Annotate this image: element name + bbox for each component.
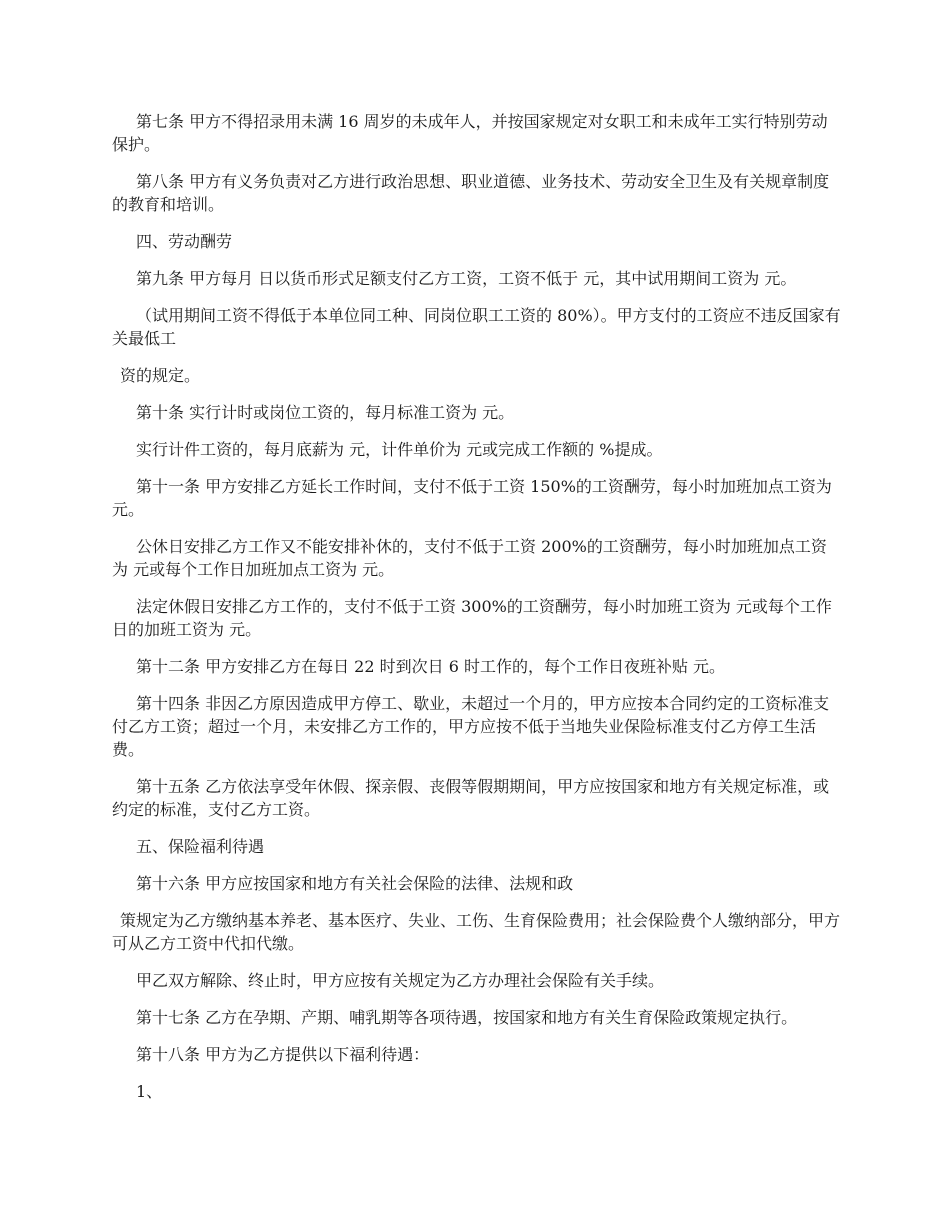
- paragraph-article-11: 第十一条 甲方安排乙方延长工作时间，支付不低于工资 150%的工资酬劳，每小时加班加点工资为 元。: [112, 477, 838, 519]
- paragraph-article-16-continued: 策规定为乙方缴纳基本养老、基本医疗、失业、工伤、生育保险费用；社会保险费个人缴纳部分，甲方可从乙方工资中代扣代缴。: [112, 911, 841, 953]
- paragraph-article-15: 第十五条 乙方依法享受年休假、探亲假、丧假等假期期间，甲方应按国家和地方有关规定标准，或约定的标准，支付乙方工资。: [112, 777, 830, 819]
- paragraph-article-10: 第十条 实行计时或岗位工资的，每月标准工资为 元。: [136, 403, 515, 422]
- paragraph-termination-insurance: 甲乙双方解除、终止时，甲方应按有关规定为乙方办理社会保险有关手续。: [136, 971, 665, 990]
- section-heading-remuneration: 四、劳动酬劳: [136, 232, 233, 251]
- paragraph-article-17: 第十七条 乙方在孕期、产期、哺乳期等各项待遇，按国家和地方有关生育保险政策规定执行。: [136, 1008, 798, 1027]
- paragraph-holiday-overtime: 法定休假日安排乙方工作的，支付不低于工资 300%的工资酬劳，每小时加班工资为 元或每个工作日的加班工资为 元。: [112, 597, 832, 639]
- paragraph-article-18: 第十八条 甲方为乙方提供以下福利待遇：: [136, 1045, 430, 1064]
- section-heading-insurance: 五、保险福利待遇: [136, 837, 265, 856]
- paragraph-article-8: 第八条 甲方有义务负责对乙方进行政治思想、职业道德、业务技术、劳动安全卫生及有关规章制度的教育和培训。: [112, 172, 830, 214]
- document-body: [112, 110, 842, 1117]
- paragraph-article-7: 第七条 甲方不得招录用未满 16 周岁的未成年人，并按国家规定对女职工和未成年工实行特别劳动保护。: [112, 112, 828, 154]
- paragraph-article-16: 第十六条 甲方应按国家和地方有关社会保险的法律、法规和政: [136, 874, 574, 893]
- paragraph-piece-rate: 实行计件工资的，每月底薪为 元，计件单价为 元或完成工作额的 %提成。: [136, 440, 663, 459]
- list-item-1: 1、: [136, 1082, 163, 1101]
- paragraph-probation-note: （试用期间工资不得低于本单位同工种、同岗位职工工资的 80%）。甲方支付的工资应不违反国家有关最低工: [112, 306, 841, 348]
- paragraph-article-9: 第九条 甲方每月 日以货币形式足额支付乙方工资，工资不低于 元，其中试用期间工资为 元。: [136, 269, 797, 288]
- paragraph-article-14: 第十四条 非因乙方原因造成甲方停工、歇业，未超过一个月的，甲方应按本合同约定的工资标准支付乙方工资；超过一个月，未安排乙方工作的，甲方应按不低于当地失业保险标准支付乙方停工生活费。: [112, 694, 830, 759]
- paragraph-rest-day-overtime: 公休日安排乙方工作又不能安排补休的，支付不低于工资 200%的工资酬劳，每小时加班加点工资为 元或每个工作日加班加点工资为 元。: [112, 537, 827, 579]
- paragraph-probation-note-continued: 资的规定。: [120, 366, 201, 385]
- paragraph-article-12: 第十二条 甲方安排乙方在每日 22 时到次日 6 时工作的，每个工作日夜班补贴 元。: [136, 657, 726, 676]
